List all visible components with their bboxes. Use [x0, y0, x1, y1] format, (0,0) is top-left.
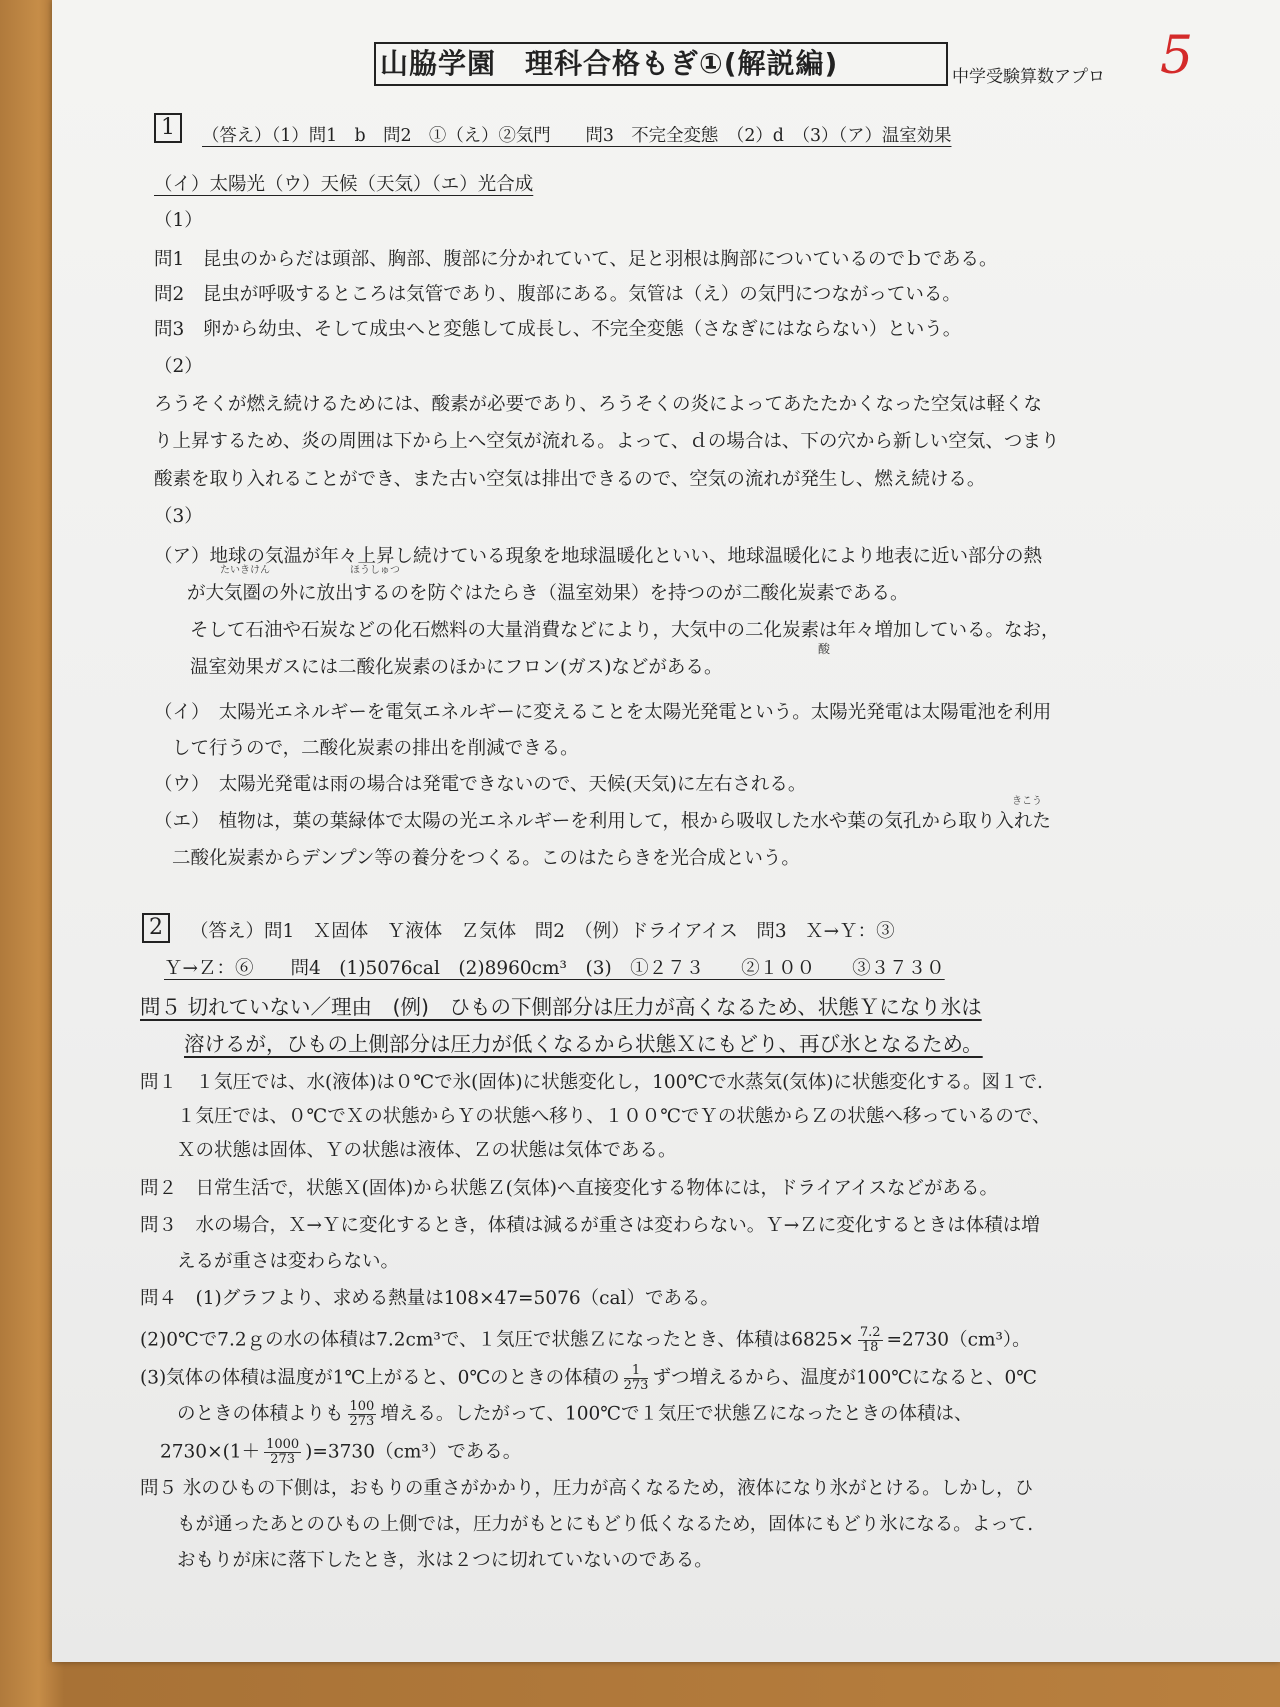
q1-a-line4: 温室効果ガスには二酸化炭素のほかにフロン(ガス)などがある。 — [190, 657, 723, 678]
q1-answer-line1: （答え）（1）問1 b 問2 ①（え）②気門 問3 不完全変態 （2）d （3）（ア）温室効果 — [202, 126, 952, 146]
q2-answer-line3: 問５ 切れていない／理由 (例) ひもの下側部分は圧力が高くなるため、状態Ｙになり氷は — [140, 995, 982, 1019]
fraction-denominator: 273 — [349, 1414, 375, 1429]
q1-e-line1: （エ） 植物は，葉の葉緑体で太陽の光エネルギーを利用して，根から吸収した水や葉の気孔から取り入れた — [154, 811, 1051, 832]
q2-mon4-line4-text: のときの体積よりも — [177, 1403, 344, 1425]
fraction-1000-over-273 — [264, 1438, 301, 1467]
q2-answer-line4: 溶けるが，ひもの上側部分は圧力が低くなるから状態Ｘにもどり、再び氷となるため。 — [184, 1032, 983, 1056]
fraction-denominator: 273 — [623, 1378, 649, 1393]
q2-mon4-line2 — [140, 1326, 1031, 1355]
score-mark: 5 — [1160, 26, 1194, 86]
q2-answer-line2: Ｙ→Ｚ：⑥ 問4 (1)5076cal (2)8960cm³ (3) ①２７３ ②１００ ③３７３０ — [164, 958, 945, 979]
q2-mon3-line2: えるが重さは変わらない。 — [177, 1251, 400, 1272]
fraction-numerator: 1000 — [266, 1437, 300, 1452]
q2-mon4-line1: 問４ (1)グラフより、求める熱量は108×47=5076（cal）である。 — [140, 1288, 719, 1309]
q2-mon4-line3 — [140, 1364, 1037, 1393]
page-title: 山脇学園 理科合格もぎ①(解説編) — [374, 42, 948, 86]
ruby-taikiken: たいきけん — [220, 565, 270, 576]
handwritten-note: 酸 — [818, 642, 831, 656]
q2-mon1-line3: Ｘの状態は固体、Ｙの状態は液体、Ｚの状態は気体である。 — [177, 1140, 677, 1161]
q1-para2-line2: り上昇するため、炎の周囲は下から上へ空気が流れる。よって、ｄの場合は、下の穴から新しい空気、つまり — [154, 431, 1060, 452]
ruby-houshutsu: ほうしゅつ — [350, 565, 400, 576]
q2-mon4-line5 — [160, 1438, 521, 1467]
fraction-100-over-273 — [348, 1400, 377, 1429]
q2-mon4-line5-text: 2730×(1＋ — [160, 1441, 261, 1463]
q1-mon2: 問2 昆虫が呼吸するところは気管であり、腹部にある。気管は（え）の気門につながっている。 — [154, 284, 961, 305]
q1-a-line1: （ア）地球の気温が年々上昇し続けている現象を地球温暖化といい、地球温暖化により地表に近い部分の熱 — [154, 546, 1043, 567]
q2-mon1-line1: 問１ １気圧では、水(液体)は０℃で氷(固体)に状態変化し，100℃で水蒸気(気体)に状態変化する。図１で. — [140, 1072, 1043, 1093]
q2-mon4-line5-rest: )=3730（cm³）である。 — [305, 1441, 522, 1463]
fraction-numerator: 1 — [624, 1364, 649, 1379]
q2-mon4-line4 — [177, 1400, 972, 1429]
q1-i-line2: して行うので，二酸化炭素の排出を削減できる。 — [172, 738, 579, 759]
q1-section-3: （3） — [154, 506, 203, 527]
fraction-7-2-over-18 — [858, 1326, 883, 1355]
q1-a-line3: そして石油や石炭などの化石燃料の大量消費などにより，大気中の二化炭素は年々増加している。なお， — [190, 620, 1060, 641]
q2-mon5-line1: 問５ 氷のひもの下側は，おもりの重さがかかり，圧力が高くなるため，液体になり氷がとける。しかし，ひ — [140, 1478, 1034, 1499]
fraction-numerator: 100 — [349, 1399, 375, 1414]
q1-para2-line3: 酸素を取り入れることができ、また古い空気は排出できるので、空気の流れが発生し、燃え続ける。 — [154, 469, 986, 490]
q2-mon2: 問２ 日常生活で，状態Ｘ(固体)から状態Ｚ(気体)へ直接変化する物体には，ドライアイスなどがある。 — [140, 1178, 999, 1199]
q2-mon3-line1: 問３ 水の場合，Ｘ→Ｙに変化するとき，体積は減るが重さは変わらない。Ｙ→Ｚに変化するときは体積は増 — [140, 1215, 1040, 1236]
fraction-numerator: 7.2 — [859, 1325, 881, 1340]
q1-para2-line1: ろうそくが燃え続けるためには、酸素が必要であり、ろうそくの炎によってあたたかくなった空気は軽くな — [154, 394, 1043, 415]
fraction-denominator: 273 — [270, 1452, 296, 1467]
q1-mon1: 問1 昆虫のからだは頭部、胸部、腹部に分かれていて、足と羽根は胸部についているのでｂである。 — [154, 249, 998, 270]
answer-sheet — [52, 0, 1280, 1662]
q2-mon1-line2: １気圧では、０℃でＸの状態からＹの状態へ移り、１００℃でＹの状態からＺの状態へ移っているので、 — [177, 1106, 1051, 1127]
q1-e-line2: 二酸化炭素からデンプン等の養分をつくる。このはたらきを光合成という。 — [172, 848, 800, 869]
question-2-number: 2 — [142, 913, 170, 943]
q2-mon4-line2-result: =2730（cm³）。 — [886, 1329, 1031, 1351]
q2-mon4-line3-text: (3)気体の体積は温度が1℃上がると、0℃のときの体積の — [140, 1367, 620, 1389]
q2-mon4-line2-text: (2)0℃で7.2ｇの水の体積は7.2cm³で、１気圧で状態Ｚになったとき、体積は6825× — [140, 1329, 854, 1351]
q2-answer-line1: （答え）問1 Ｘ固体 Ｙ液体 Ｚ気体 問2 （例）ドライアイス 問3 Ｘ→Ｙ：③ — [190, 921, 895, 942]
q1-mon3: 問3 卵から幼虫、そして成虫へと変態して成長し、不完全変態（さなぎにはならない）という。 — [154, 319, 962, 340]
q2-mon4-line4-rest: 増える。したがって、100℃で１気圧で状態Ｚになったときの体積は、 — [380, 1403, 973, 1425]
fraction-denominator: 18 — [861, 1340, 879, 1355]
q2-mon4-line3-rest: ずつ増えるから、温度が100℃になると、0℃ — [652, 1367, 1037, 1389]
q2-mon5-line2: もが通ったあとのひもの上側では，圧力がもとにもどり低くなるため，固体にもどり氷になる。よって. — [177, 1514, 1034, 1535]
q1-section-2: （2） — [154, 356, 203, 377]
question-1-number: 1 — [154, 113, 182, 143]
q2-mon5-line3: おもりが床に落下したとき，氷は２つに切れていないのである。 — [177, 1550, 713, 1571]
q1-a-line2: が大気圏の外に放出するのを防ぐはたらき（温室効果）を持つのが二酸化炭素である。 — [187, 583, 909, 604]
fraction-1-over-273 — [624, 1364, 649, 1393]
q1-u-line1: （ウ） 太陽光発電は雨の場合は発電できないので、天候(天気)に左右される。 — [154, 774, 807, 795]
q1-section-1: （1） — [154, 210, 203, 231]
q1-answer-line2: （イ）太陽光（ウ）天候（天気）（エ）光合成 — [154, 174, 534, 195]
q1-i-line1: （イ） 太陽光エネルギーを電気エネルギーに変えることを太陽光発電という。太陽光発電は太陽電池を利用 — [154, 702, 1052, 723]
ruby-kikou: きこう — [1012, 796, 1042, 807]
brand-label: 中学受験算数アプロ — [952, 67, 1105, 87]
